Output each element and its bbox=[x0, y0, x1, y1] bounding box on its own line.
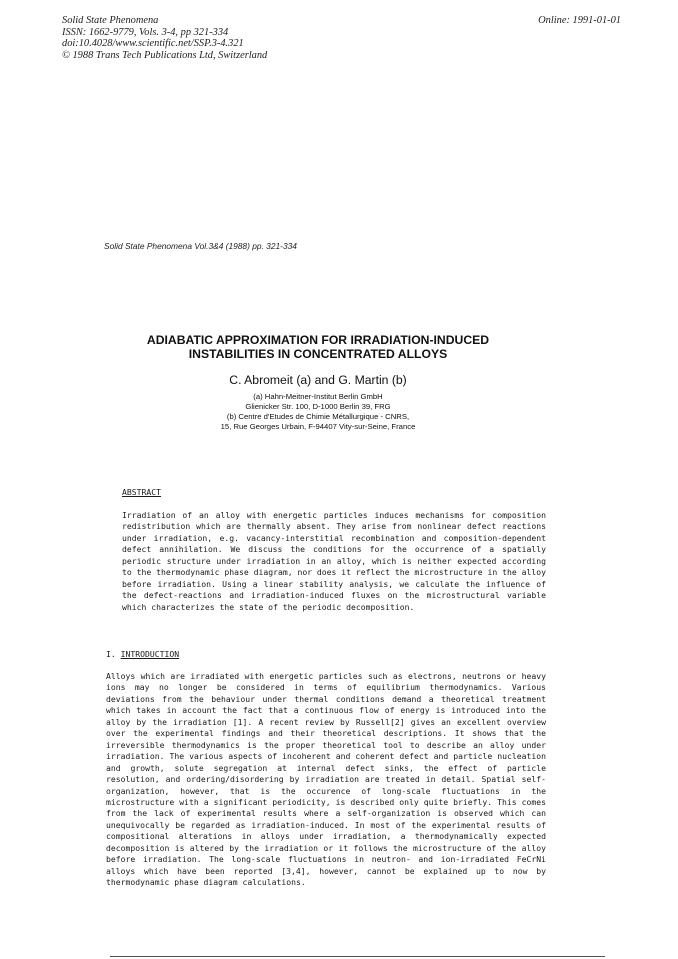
abstract-text: Irradiation of an alloy with energetic particles induces mechanisms for composition redistribution which are thermally absent. They arise from nonlinear defect reactions under irradiation, e.g. vacancy-interstitial recombination and composition-dependent defect annihilation. We discuss the conditions for the occurrence of a spatially periodic structure under irradiation in an alloy, which is neither expected according to the thermodynamic phase diagram, nor does it reflect the microstructure in the alloy before irradiation. Using a linear stability analysis, we calculate the influence of the defect-reactions and irradiation-induced fluxes on the microstructural variable which characterizes the state of the periodic decomposition. bbox=[122, 510, 546, 612]
citation-header bbox=[62, 15, 267, 61]
authors: C. Abromeit (a) and G. Martin (b) bbox=[229, 373, 407, 387]
section-title: INTRODUCTION bbox=[120, 649, 180, 659]
online-date: Online: 1991-01-01 bbox=[538, 15, 621, 26]
affiliation-line: (a) Hahn-Meitner-Institut Berlin GmbH bbox=[253, 392, 383, 401]
header-line-doi: doi:10.4028/www.scientific.net/SSP.3-4.321 bbox=[62, 38, 244, 50]
title-line-2: INSTABILITIES IN CONCENTRATED ALLOYS bbox=[188, 347, 448, 361]
section-number: I. bbox=[106, 649, 116, 659]
affiliation-line: (b) Centre d'Etudes de Chimie Métallurgique - CNRS, bbox=[226, 412, 410, 422]
abstract-heading: ABSTRACT bbox=[122, 487, 161, 497]
journal-reference: Solid State Phenomena Vol.3&4 (1988) pp. 321-334 bbox=[104, 241, 297, 251]
introduction-heading bbox=[106, 649, 179, 660]
footer-rule bbox=[110, 956, 605, 957]
title-line-1: ADIABATIC APPROXIMATION FOR IRRADIATION-INDUCED bbox=[146, 333, 490, 347]
affiliation-line: 15, Rue Georges Urbain, F-94407 Vity-sur-Seine, France bbox=[220, 422, 416, 432]
affiliation-line: Glienicker Str. 100, D-1000 Berlin 39, FRG bbox=[245, 402, 391, 412]
paper-title bbox=[100, 333, 536, 361]
affiliations bbox=[100, 392, 536, 432]
header-line-issn: ISSN: 1662-9779, Vols. 3-4, pp 321-334 bbox=[62, 26, 229, 38]
header-line-copyright: © 1988 Trans Tech Publications Ltd, Switzerland bbox=[62, 49, 268, 61]
header-line-journal: Solid State Phenomena bbox=[62, 15, 159, 26]
introduction-text: Alloys which are irradiated with energetic particles such as electrons, neutrons or heavy ions may no longer be considered in terms of equilibrium thermodynamics. Various deviations from the behaviour under thermal conditions demand a theoretical treatment which takes in account the fact that a continuous flow of energy is introduced into the alloy by the irradiation [1]. A recent review by Russell[2] gives an excellent overview over the experimental findings and their theoretical descriptions. It shows that the irreversible thermodynamics is the proper theoretical tool to describe an alloy under irradiation. The various aspects of incoherent and coherent defect and particle nucleation and growth, solute segregation at internal defect sinks, the effect of particle resolution, and ordering/disordering by irradiation are treated in detail. Spatial self-organization, however, that is the occurence of long-scale fluctuations in the microstructure with a significant periodicity, is described only quite briefly. This comes from the lack of experimental results where a self-organization is observed which can unequivocally be regarded as irradiation-induced. In most of the experimental results of compositional alterations in alloys under irradiation, a thermodynamically expected decomposition is altered by the irradiation or it follows the microstructure of the alloy before irradiation. The long-scale fluctuations in neutron- and ion-irradiated FeCrNi alloys which have been reported [3,4], however, cannot be explained up to now by thermodynamic phase diagram calculations. bbox=[106, 671, 546, 888]
